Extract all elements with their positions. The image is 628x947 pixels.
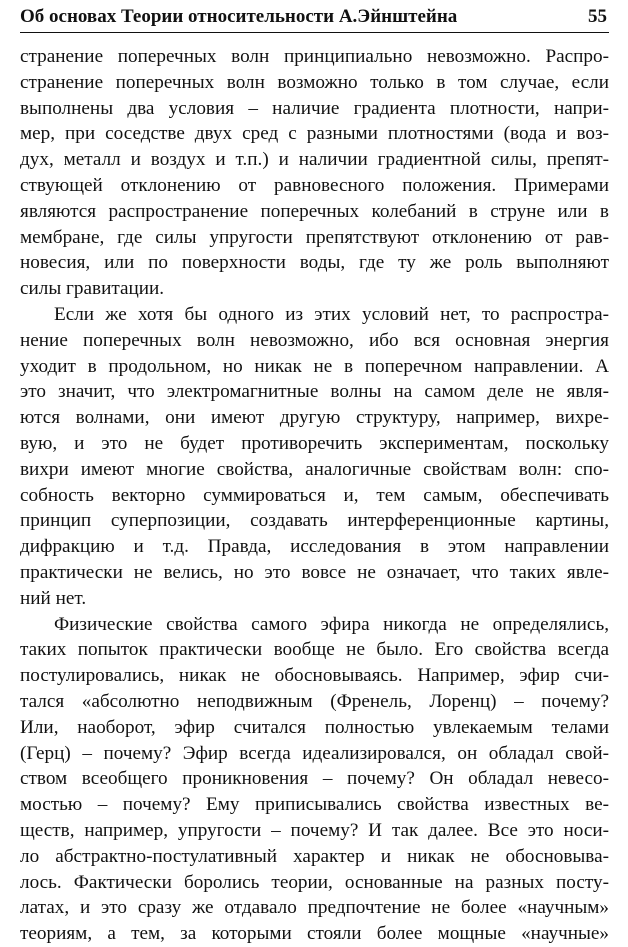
text-line: практически не велись, но это вовсе не означает, что таких явле- <box>20 561 609 583</box>
text-line: мер, при соседстве двух сред с разными плотностями (вода и воз- <box>20 123 609 145</box>
text-line: (Герц) – почему? Эфир всегда идеализировался, он обладал свой- <box>20 742 609 764</box>
text-line: Или, наоборот, эфир считался полностью увлекаемым телами <box>20 716 609 738</box>
text-line: вихри имеют многие свойства, аналогичные свойствам волн: спо- <box>20 458 609 480</box>
text-line: мембране, где силы упругости препятствуют отклонению от рав- <box>20 226 609 248</box>
text-line: латах, и это сразу же отдавало предпочтение не более «научным» <box>20 897 609 919</box>
paragraph <box>20 612 609 947</box>
text-line: силы гравитации. <box>20 278 165 300</box>
text-line: ний нет. <box>20 587 87 609</box>
text-line: Физические свойства самого эфира никогда не определялись, <box>54 613 609 635</box>
text-line: уходит в продольном, но никак не в поперечном направлении. А <box>20 355 609 377</box>
page-number: 55 <box>588 6 607 27</box>
text-line: лось. Фактически боролись теории, основанные на разных посту- <box>20 871 609 893</box>
text-line: являются распространение поперечных колебаний в струне или в <box>20 200 609 222</box>
text-line: странение поперечных волн возможно только в том случае, если <box>20 71 609 93</box>
text-line: принцип суперпозиции, создавать интерференционные картины, <box>20 510 609 532</box>
text-line: ло абстрактно-постулативный характер и никак не обосновыва- <box>20 845 609 867</box>
text-line: выполнены два условия – наличие градиента плотности, напри- <box>20 97 609 119</box>
text-line: это значит, что электромагнитные волны на самом деле не явля- <box>20 381 609 403</box>
text-line: ствующей отклонению от равновесного положения. Примерами <box>20 174 609 196</box>
text-line: дифракцию и т.д. Правда, исследования в этом направлении <box>20 536 609 558</box>
running-title: Об основах Теории относительности А.Эйнштейна <box>20 6 458 27</box>
text-line: таких попыток практически вообще не было. Его свойства всегда <box>20 639 609 661</box>
text-line: новесия, или по поверхности воды, где ту же роль выполняют <box>20 252 609 274</box>
paragraph <box>20 44 609 302</box>
text-line: собность векторно суммироваться и, тем самым, обеспечивать <box>20 484 609 506</box>
text-line: странение поперечных волн принципиально невозможно. Распро- <box>20 46 609 67</box>
paragraph <box>20 302 609 612</box>
text-line: ются волнами, они имеют другую структуру, например, вихре- <box>20 407 609 429</box>
text-line: Если же хотя бы одного из этих условий нет, то распростра- <box>54 303 609 325</box>
text-line: дух, металл и воздух и т.п.) и наличии градиентной силы, препят- <box>20 149 609 171</box>
text-line: ществ, например, упругости – почему? И так далее. Все это носи- <box>20 819 609 841</box>
running-header <box>20 0 609 33</box>
text-line: мостью – почему? Ему приписывались свойства известных ве- <box>20 794 609 816</box>
text-line: нение поперечных волн невозможно, ибо вся основная энергия <box>20 329 609 351</box>
body-text <box>20 44 609 947</box>
text-line: вую, и это не будет противоречить экспериментам, поскольку <box>20 432 609 454</box>
text-line: теориям, а тем, за которыми стояли более мощные «научные» <box>20 923 609 945</box>
text-line: ством всеобщего проникновения – почему? Он обладал невесо- <box>20 768 609 790</box>
text-line: постулировались, никак не обосновываясь. Например, эфир счи- <box>20 665 609 687</box>
text-line: тался «абсолютно неподвижным (Френель, Лоренц) – почему? <box>20 690 609 712</box>
